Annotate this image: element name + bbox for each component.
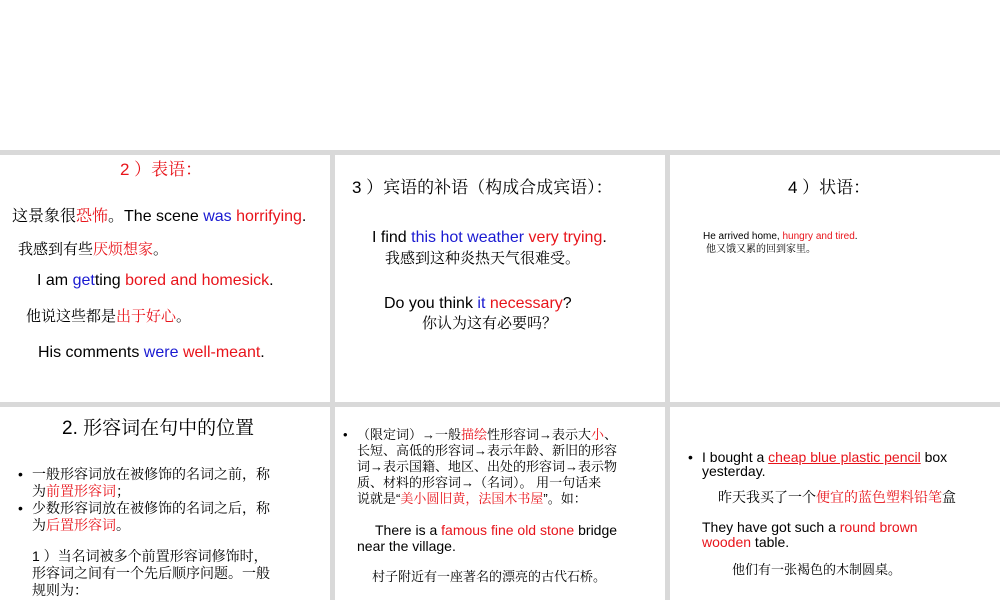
bullet-dot: • — [18, 466, 23, 482]
cell5-line1: • （限定词）→一般描绘性形容词→表示大小、 — [343, 427, 618, 442]
cell3-heading: 4 ）状语： — [788, 178, 871, 197]
cell5-example-zh: 村子附近有一座著名的漂亮的古代石桥。 — [372, 569, 607, 584]
cell5-line3: 词→表示国籍、地区、出处的形容词→表示物 — [357, 459, 618, 474]
cell4-bullet1-line1: • 一般形容词放在被修饰的名词之前，称 — [18, 466, 270, 482]
cell1-line4: 他说这些都是出于好心。 — [26, 308, 192, 325]
cell2-line2: 我感到这种炎热天气很难受。 — [385, 250, 581, 267]
cell1-line2: 我感到有些厌烦想家。 — [18, 241, 169, 258]
bullet-dot: • — [343, 427, 348, 442]
grid-divider-left — [330, 150, 335, 600]
cell4-para-line1: 1 ）当名词被多个前置形容词修饰时， — [32, 548, 268, 564]
cell2-line4: 你认为这有必要吗？ — [422, 315, 558, 332]
cell6-line4: wooden table. — [702, 534, 790, 550]
grid-divider-top — [0, 150, 1000, 155]
cell4-para-line2: 形容词之间有一个先后顺序问题。一般 — [32, 565, 270, 581]
cell4-para-line3: 规则为： — [32, 582, 88, 598]
grid-divider-middle — [0, 402, 1000, 407]
cell5-line5: 说就是“美小圆旧黄，法国木书屋”。如： — [357, 491, 587, 506]
cell4-heading: 2. 形容词在句中的位置 — [62, 418, 255, 439]
cell5-example-line2: near the village. — [357, 538, 456, 554]
cell3-line2: 他又饿又累的回到家里。 — [706, 244, 816, 255]
cell1-line3: I am getting bored and homesick. — [37, 272, 274, 289]
bullet-dot: • — [688, 449, 693, 465]
cell2-line3: Do you think it necessary? — [384, 295, 572, 312]
cell4-bullet2-line2: 为后置形容词。 — [32, 517, 130, 533]
cell4-bullet1-line2: 为前置形容词； — [32, 483, 130, 499]
grid-divider-right — [665, 150, 670, 600]
cell1-line1: 这景象很恐怖。The scene was horrifying. — [12, 208, 307, 225]
cell4-bullet2-line1: • 少数形容词放在被修饰的名词之后，称 — [18, 500, 270, 516]
cell1-heading: 2 ）表语： — [120, 160, 203, 179]
cell6-line1: • I bought a cheap blue plastic pencil box — [688, 449, 948, 465]
cell5-line4: 质、材料的形容词→（名词）。 用一句话来 — [357, 475, 602, 490]
cell6-zh2: 他们有一张褐色的木制圆桌。 — [732, 562, 902, 577]
cell6-line3: They have got such a round brown — [702, 519, 918, 535]
cell2-line1: I find this hot weather very trying. — [372, 229, 607, 246]
cell6-line2: yesterday. — [702, 463, 766, 479]
cell2-heading: 3 ）宾语的补语（构成合成宾语）： — [352, 178, 613, 197]
cell1-line5: His comments were well-meant. — [38, 344, 265, 361]
bullet-dot: • — [18, 500, 23, 516]
cell3-line1: He arrived home, hungry and tired. — [703, 231, 858, 242]
cell5-example-line1: There is a famous fine old stone bridge — [375, 522, 618, 538]
cell6-zh1: 昨天我买了一个便宜的蓝色塑料铅笔盒 — [718, 489, 956, 505]
cell5-line2: 长短、高低的形容词→表示年龄、新旧的形容 — [357, 443, 618, 458]
